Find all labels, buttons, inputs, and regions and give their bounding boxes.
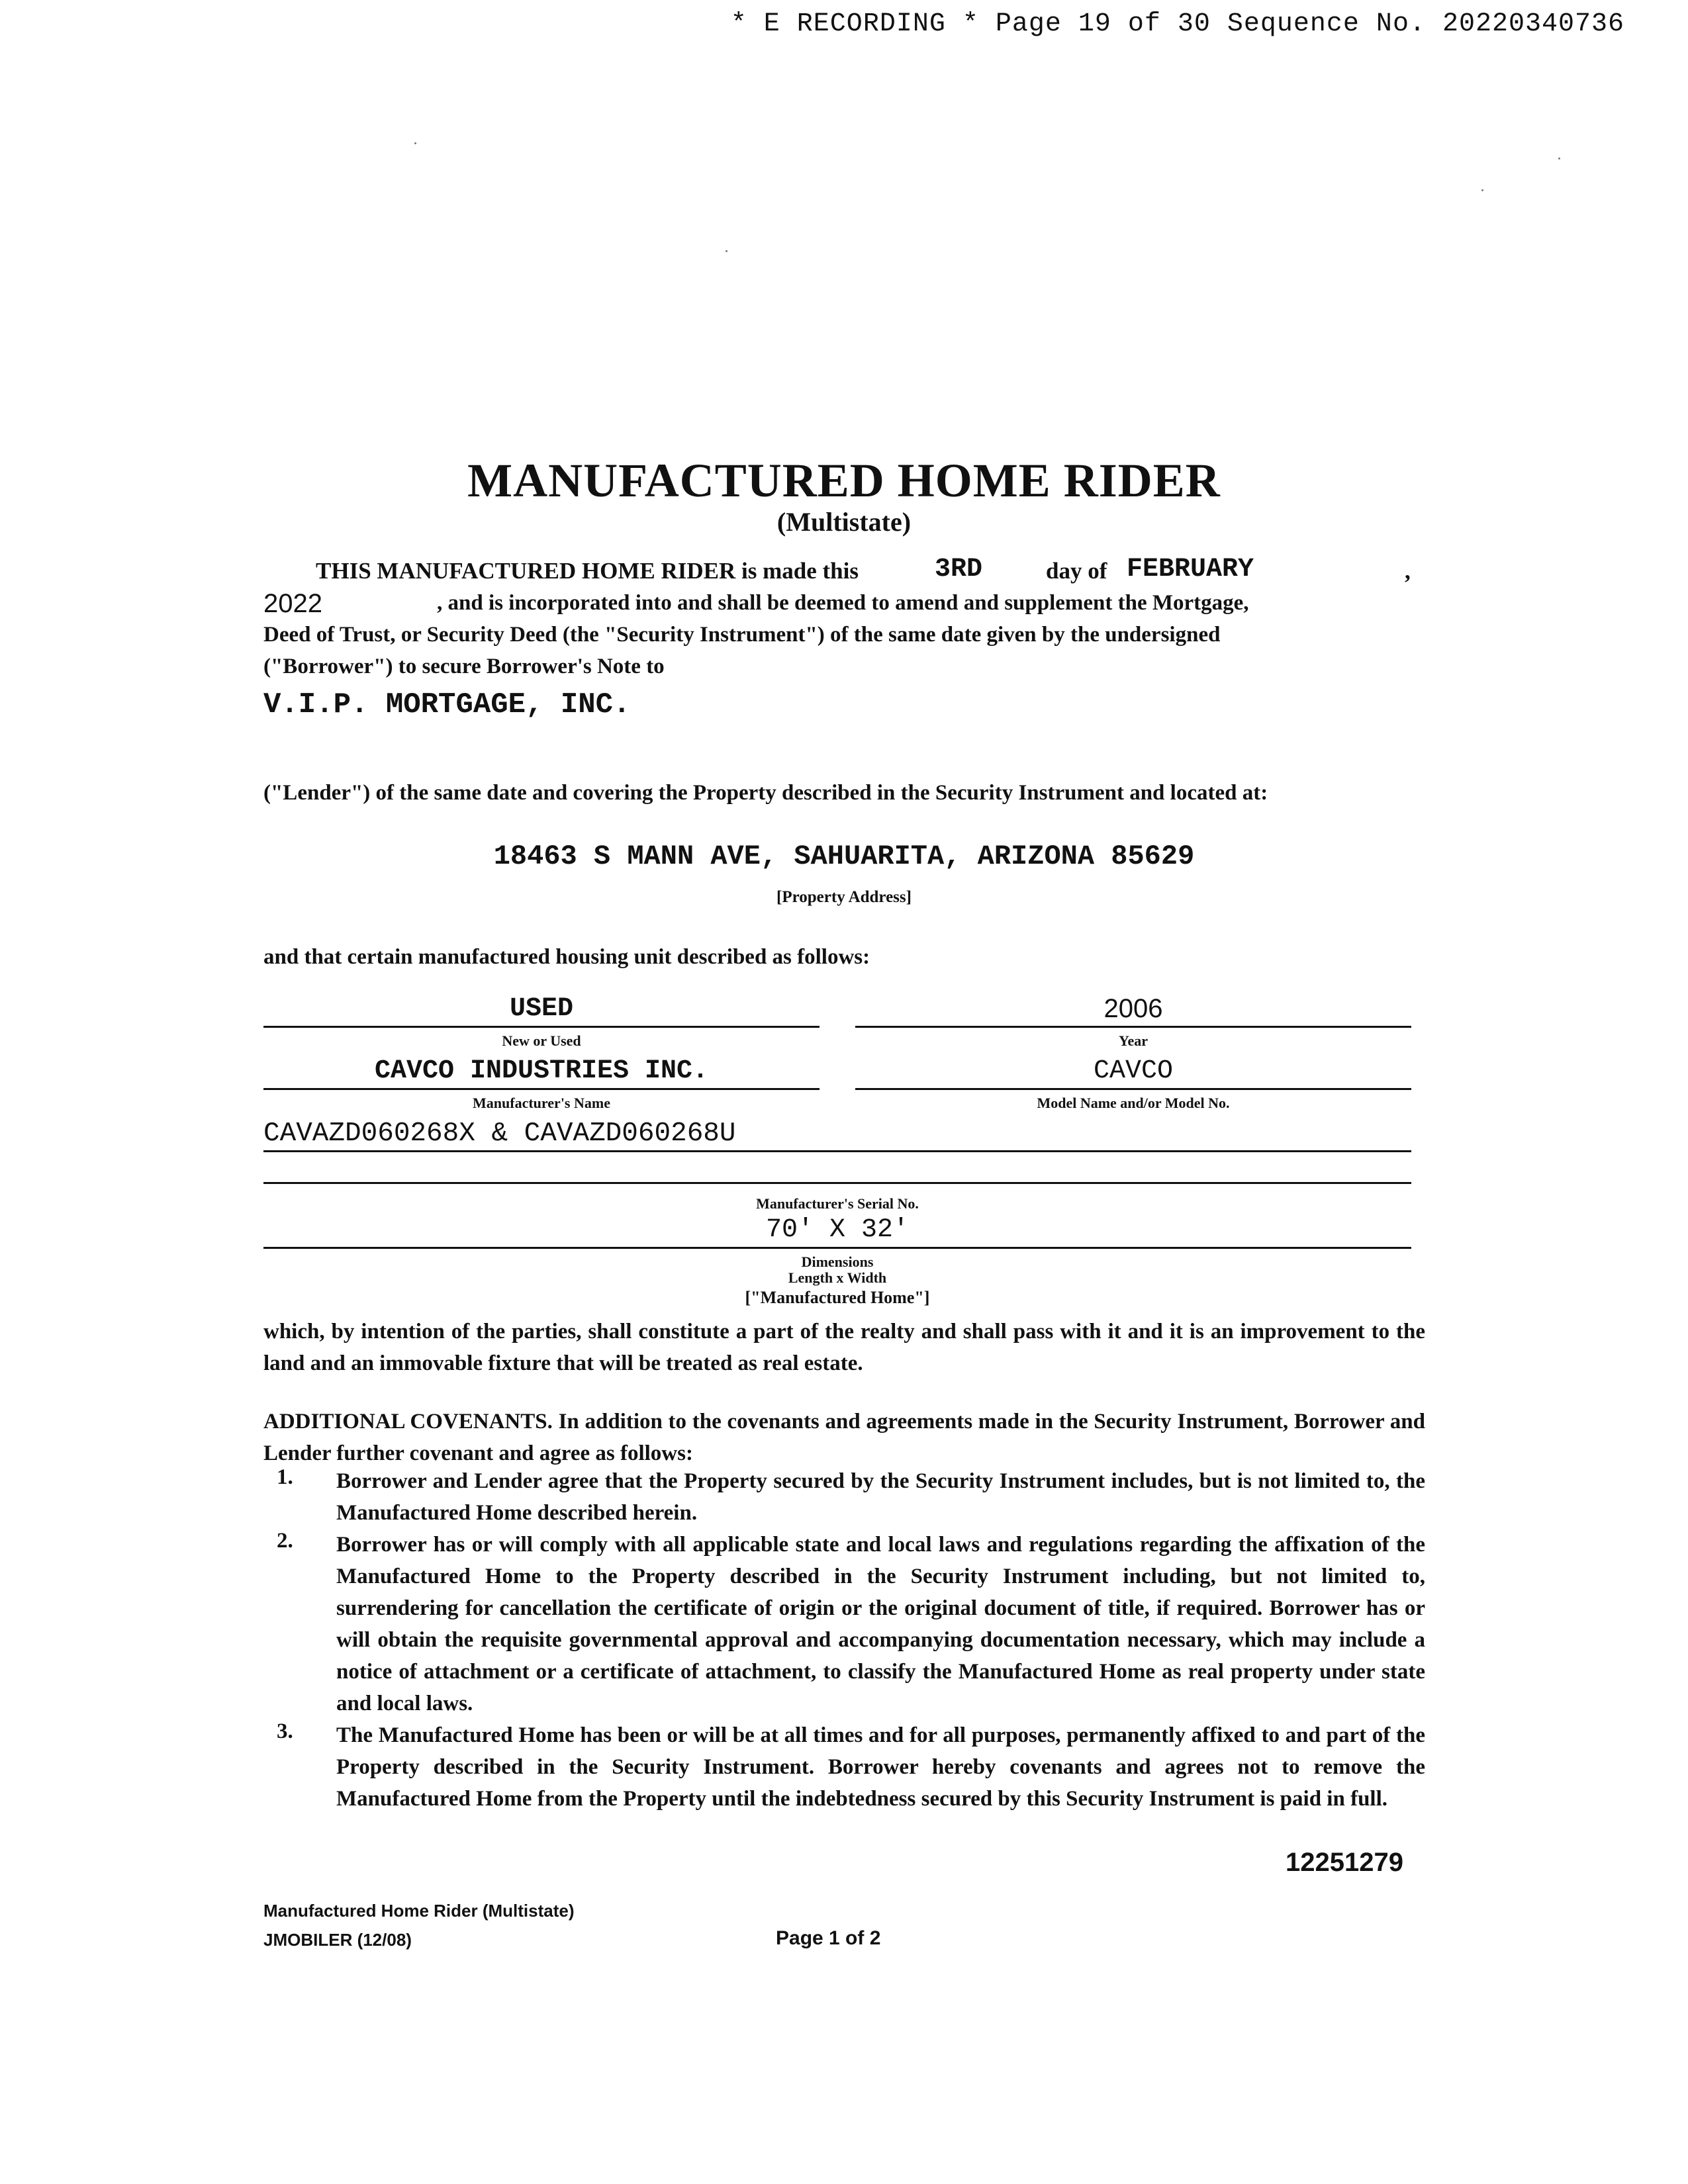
intro-text-1: THIS MANUFACTURED HOME RIDER is made this xyxy=(316,558,859,584)
dimensions-label: Dimensions xyxy=(801,1253,874,1270)
footer-form-name: Manufactured Home Rider (Multistate) xyxy=(263,1901,575,1921)
intro-text-4: Deed of Trust, or Security Deed (the "Security Instrument") of the same date given by the undersigned xyxy=(263,623,1221,647)
dimensions-sublabel: Length x Width xyxy=(788,1269,887,1286)
lender-name: V.I.P. MORTGAGE, INC. xyxy=(263,688,631,721)
serial-line-1 xyxy=(263,1150,1411,1152)
new-or-used-value: USED xyxy=(509,994,573,1024)
new-or-used-line xyxy=(263,1026,820,1028)
intro-text-2: day of xyxy=(1046,558,1107,584)
dimensions-value: 70' X 32' xyxy=(765,1215,910,1245)
model-line xyxy=(855,1088,1411,1090)
scan-speck xyxy=(1481,189,1483,191)
unit-intro: and that certain manufactured housing unit described as follows: xyxy=(263,945,870,969)
covenant-1-text: Borrower and Lender agree that the Property secured by the Security Instrument includes, but is not limited to, the Manufactured Home described herein. xyxy=(336,1469,1425,1525)
serial-line-2 xyxy=(263,1182,1411,1184)
scan-speck xyxy=(726,250,727,252)
intro-year: 2022 xyxy=(263,589,322,618)
lender-paragraph: ("Lender") of the same date and covering the Property described in the Security Instrument and located at: xyxy=(263,781,1268,805)
covenant-2-number: 2. xyxy=(277,1529,293,1553)
manufacturer-line xyxy=(263,1088,820,1090)
model-label: Model Name and/or Model No. xyxy=(1037,1095,1230,1111)
intro-month: FEBRUARY xyxy=(1127,555,1254,584)
intro-text-3: , and is incorporated into and shall be deemed to amend and supplement the Mortgage, xyxy=(437,591,1249,615)
covenant-3-text: The Manufactured Home has been or will be at all times and for all purposes, permanently affixed to and part of the Property described in the Security Instrument. Borrower hereby covenants and agrees not to remove the Manufactured Home from the Property until the indebtedness secured by this Security Instrument is paid in full. xyxy=(336,1723,1425,1811)
intro-day: 3RD xyxy=(935,555,983,584)
property-address-caption: [Property Address] xyxy=(776,888,912,906)
document-title: MANUFACTURED HOME RIDER xyxy=(467,454,1221,507)
intro-text-5: ("Borrower") to secure Borrower's Note to xyxy=(263,655,665,678)
dimensions-line xyxy=(263,1247,1411,1249)
manufacturer-value: CAVCO INDUSTRIES INC. xyxy=(374,1056,709,1086)
serial-value: CAVAZD060268X & CAVAZD060268U xyxy=(263,1118,736,1149)
scan-speck xyxy=(414,142,416,144)
new-or-used-label: New or Used xyxy=(502,1032,581,1049)
year-value: 2006 xyxy=(1103,994,1163,1023)
model-value: CAVCO xyxy=(1093,1056,1174,1086)
covenant-1-number: 1. xyxy=(277,1465,293,1489)
property-address: 18463 S MANN AVE, SAHUARITA, ARIZONA 85629 xyxy=(493,841,1195,872)
loan-number: 12251279 xyxy=(1286,1848,1403,1877)
covenants-intro: ADDITIONAL COVENANTS. In addition to the covenants and agreements made in the Security Instrument, Borrower and Lender further covenant and agree as follows: xyxy=(263,1410,1425,1465)
year-label: Year xyxy=(1119,1032,1148,1049)
covenant-3-number: 3. xyxy=(277,1719,293,1743)
serial-label: Manufacturer's Serial No. xyxy=(756,1195,919,1212)
footer-page-number: Page 1 of 2 xyxy=(776,1927,881,1949)
manufactured-home-label: ["Manufactured Home"] xyxy=(745,1288,930,1307)
document-subtitle: (Multistate) xyxy=(776,507,912,537)
intro-comma: , xyxy=(1405,558,1411,584)
realty-paragraph: which, by intention of the parties, shall constitute a part of the realty and shall pass with it and it is an improvement to the land and an immovable fixture that will be treated as real estate. xyxy=(263,1320,1425,1375)
footer-form-code: JMOBILER (12/08) xyxy=(263,1930,412,1950)
year-line xyxy=(855,1026,1411,1028)
recording-header: * E RECORDING * Page 19 of 30 Sequence No. 20220340736 xyxy=(730,9,1624,39)
covenant-2-text: Borrower has or will comply with all applicable state and local laws and regulations regarding the affixation of the Manufactured Home to the Property described in the Security Instrument including, but not limited to, surrendering for cancellation the certificate of origin or the original document of title, if required. Borrower has or will obtain the requisite governmental approval and accompanying documentation necessary, which may include a notice of attachment or a certificate of attachment, to classify the Manufactured Home as real property under state and local laws. xyxy=(336,1533,1425,1715)
manufacturer-label: Manufacturer's Name xyxy=(473,1095,610,1111)
scan-speck xyxy=(1558,158,1560,159)
